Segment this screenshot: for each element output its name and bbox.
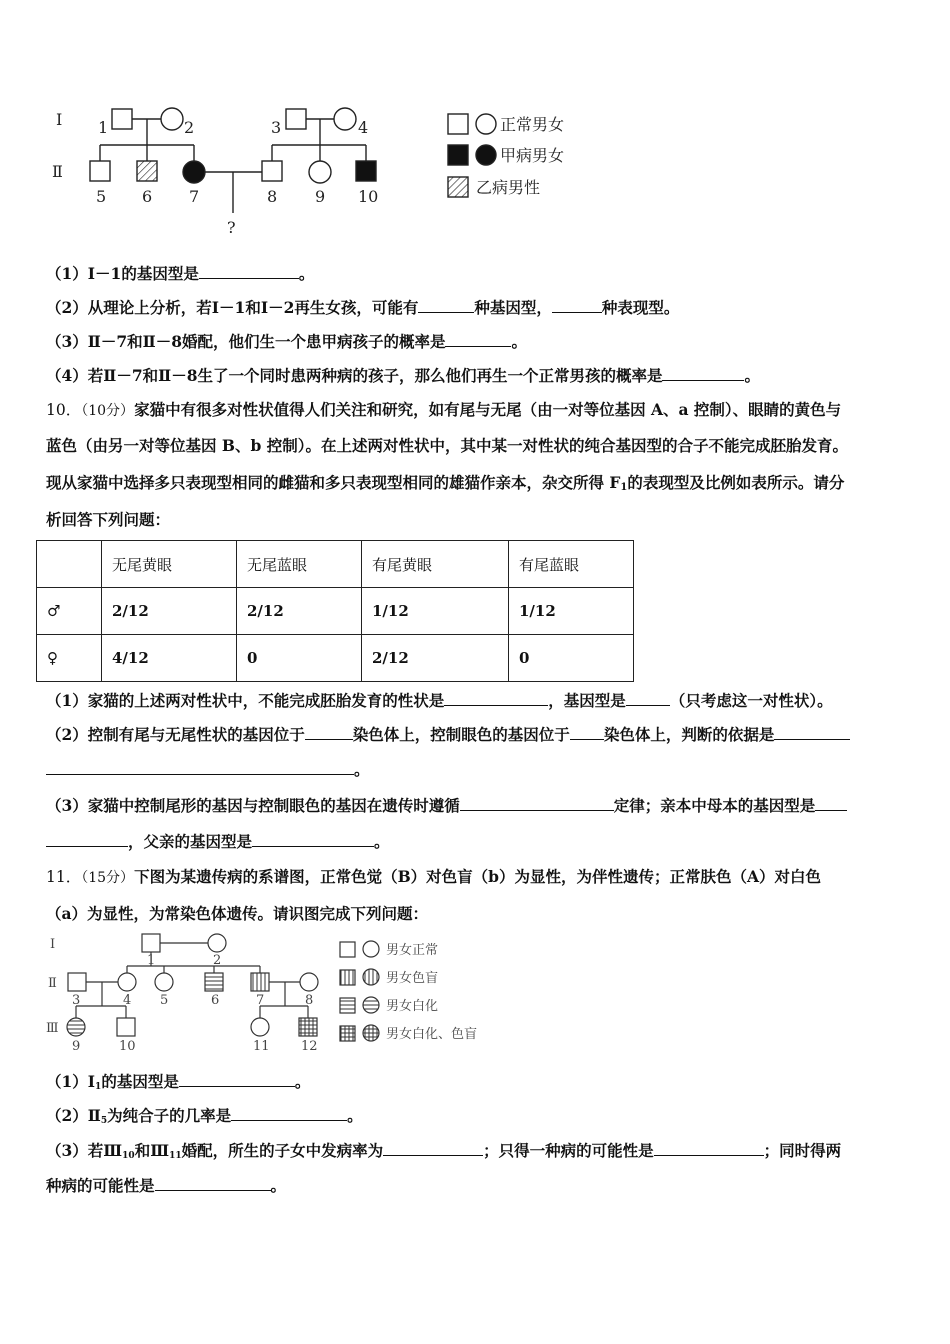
q10-p3-blank-c[interactable] [46,832,128,847]
q11-p2-blank[interactable] [231,1106,347,1121]
table-row [37,635,634,682]
table-header-cell: 有尾黄眼 [362,541,509,588]
q9-part1: （1）Ⅰ－1的基因型是 。 [46,264,315,283]
table-cell: 1/12 [362,588,509,635]
q10-part3-cont: ，父亲的基因型是 。 [46,830,390,852]
legend-both-female-icon [363,1025,379,1041]
legend-normal-female-icon [363,941,379,957]
table-row [37,588,634,635]
q10-p3-blank-a[interactable] [460,796,614,811]
q11-part3-cont: 种病的可能性是 。 [46,1176,287,1195]
table-cell: ♂ [37,588,102,635]
q10-p2-blank-a[interactable] [305,725,353,740]
legend-disease-a-female-icon [476,145,496,165]
q9-part3: （3）Ⅱ－7和Ⅱ－8婚配，他们生一个患甲病孩子的概率是 。 [46,332,527,351]
q10-line4: 析回答下列问题： [46,510,171,529]
q10-p3-blank-b[interactable] [815,796,847,811]
q11-part3: （3）若Ⅲ10和Ⅲ11婚配，所生的子女中发病率为 ；只得一种病的可能性是 ；同时得两 [46,1141,842,1161]
q9-part2: （2）从理论上分析，若Ⅰ－1和Ⅰ－2再生女孩，可能有 种基因型， 种表现型。 [46,298,680,317]
legend-both-male-icon [340,1026,355,1041]
female-I4 [334,108,356,130]
q9-p1-blank[interactable] [199,264,299,279]
male-III10 [117,1018,135,1036]
num-8: 8 [267,187,278,206]
q10-p2-blank-d[interactable] [46,760,354,775]
female-II9 [309,161,331,183]
q11-part1: （1）Ⅰ1的基因型是 。 [46,1072,311,1092]
male-II7-colorblind [251,973,269,991]
table-cell: 2/12 [237,588,362,635]
male-II10-disease-a [356,161,376,181]
legend-disease-a-male-icon [448,145,468,165]
table-cell: ♀ [37,635,102,682]
legend-disease-b-male-icon [448,177,468,197]
female-II4 [118,973,136,991]
q9-p2-blank-a[interactable] [418,298,474,313]
male-I3 [286,109,306,129]
table-cell: 2/12 [102,588,237,635]
q11-line2: （a）为显性，为常染色体遗传。请识图完成下列问题： [46,904,429,923]
table-cell: 4/12 [102,635,237,682]
num-5: 5 [96,187,107,206]
legend-albino-male-icon [340,998,355,1013]
q10-part1: （1）家猫的上述两对性状中，不能完成胚胎发育的性状是 ，基因型是 （只考虑这一对性状）。 [46,691,833,710]
num-1: 1 [147,953,156,968]
q10-p2-blank-b[interactable] [570,725,604,740]
q10-line2: 蓝色（由另一对等位基因 B、b 控制）。在上述两对性状中，其中某一对性状的纯合基因型的合子不能完成胚胎发育。 [46,436,848,455]
num-2: 2 [184,118,195,137]
legend-disease-a-label: 甲病男女 [500,146,565,165]
table-header-cell: 无尾蓝眼 [237,541,362,588]
table-header-row [37,541,634,588]
male-II6-disease-b [137,161,157,181]
q10-line3: 现从家猫中选择多只表现型相同的雌猫和多只表现型相同的雄猫作亲本，杂交所得 F1的表现型及比例如表所示。请分 [46,473,845,493]
male-I1 [112,109,132,129]
gen-label-II: Ⅱ [52,162,63,181]
num-8: 8 [305,993,314,1008]
female-III11 [251,1018,269,1036]
female-I2 [208,934,226,952]
num-3: 3 [271,118,282,137]
q10-part3: （3）家猫中控制尾形的基因与控制眼色的基因在遗传时遵循 定律；亲本中母本的基因型是 [46,794,847,816]
legend-normal-label: 正常男女 [500,115,565,134]
female-II5 [155,973,173,991]
num-9: 9 [72,1039,81,1054]
gen-label-I: Ⅰ [50,937,56,952]
pedigree-diagram-1 [40,95,600,245]
q11-p3-blank-b[interactable] [654,1141,764,1156]
male-II3 [68,973,86,991]
legend-albino-female-icon [363,997,379,1013]
num-4: 4 [123,993,132,1008]
gen-label-I: Ⅰ [56,110,63,129]
legend-colorblind-label: 男女色盲 [386,971,439,986]
table-header-cell: 无尾黄眼 [102,541,237,588]
q11-p3-blank-a[interactable] [383,1141,483,1156]
table-header-cell: 有尾蓝眼 [509,541,634,588]
pedigree-diagram-2 [40,928,510,1058]
q9-part4: （4）若Ⅱ－7和Ⅱ－8生了一个同时患两种病的孩子，那么他们再生一个正常男孩的概率是 。 [46,366,760,385]
female-III9-albino-colorblind [67,1018,85,1036]
num-7: 7 [189,187,200,206]
q10-p1-blank-a[interactable] [444,691,548,706]
legend-disease-b-label: 乙病男性 [476,178,541,197]
num-6: 6 [142,187,153,206]
num-10: 10 [358,187,379,206]
q10-line1: 10．（10分）家猫中有很多对性状值得人们关注和研究，如有尾与无尾（由一对等位基因 A、a 控制）、眼睛的黄色与 [46,400,842,419]
q9-p3-blank[interactable] [445,332,511,347]
num-1: 1 [98,118,109,137]
legend-normal-label: 男女正常 [386,943,439,958]
legend-both-label: 男女白化、色盲 [386,1027,478,1042]
num-9: 9 [315,187,326,206]
unknown-child: ? [227,218,236,237]
legend-normal-female-icon [476,114,496,134]
q11-part2: （2）Ⅱ5为纯合子的几率是 。 [46,1106,363,1126]
female-II8 [300,973,318,991]
num-10: 10 [119,1039,136,1054]
table-cell: 0 [237,635,362,682]
table-cell: 0 [509,635,634,682]
num-12: 12 [301,1039,318,1054]
legend-normal-male-icon [340,942,355,957]
legend-albino-label: 男女白化 [386,999,439,1014]
legend-colorblind-male-icon [340,970,355,985]
male-II8 [262,161,282,181]
q9-p2-blank-b[interactable] [552,298,602,313]
q11-p1-blank[interactable] [179,1072,295,1087]
num-5: 5 [160,993,169,1008]
male-I1 [142,934,160,952]
num-6: 6 [211,993,220,1008]
num-4: 4 [358,118,369,137]
phenotype-table [36,540,634,682]
male-II6-albino [205,973,223,991]
q10-p2-blank-c[interactable] [774,725,850,740]
legend-normal-male-icon [448,114,468,134]
q11-line1: 11．（15分）下图为某遗传病的系谱图，正常色觉（B）对色盲（b）为显性，为伴性遗传；正常肤色（A）对白色 [46,867,822,886]
q10-p3-blank-d[interactable] [252,832,374,847]
num-2: 2 [213,953,222,968]
q9-p4-blank[interactable] [662,366,744,381]
female-I2 [161,108,183,130]
male-II5 [90,161,110,181]
table-cell: 1/12 [509,588,634,635]
num-7: 7 [256,993,265,1008]
gen-label-III: Ⅲ [46,1021,59,1036]
legend-colorblind-female-icon [363,969,379,985]
table-header-cell [37,541,102,588]
gen-label-II: Ⅱ [48,976,57,991]
q11-p3-blank-c[interactable] [155,1176,271,1191]
q10-part2: （2）控制有尾与无尾性状的基因位于 染色体上，控制眼色的基因位于 染色体上，判断的依据是 [46,723,850,745]
num-3: 3 [72,993,81,1008]
male-III12-albino-colorblind [299,1018,317,1036]
q10-part2-cont: 。 [46,758,370,780]
q10-p1-blank-b[interactable] [626,691,670,706]
table-cell: 2/12 [362,635,509,682]
num-11: 11 [253,1039,270,1054]
female-II7-disease-a [183,161,205,183]
